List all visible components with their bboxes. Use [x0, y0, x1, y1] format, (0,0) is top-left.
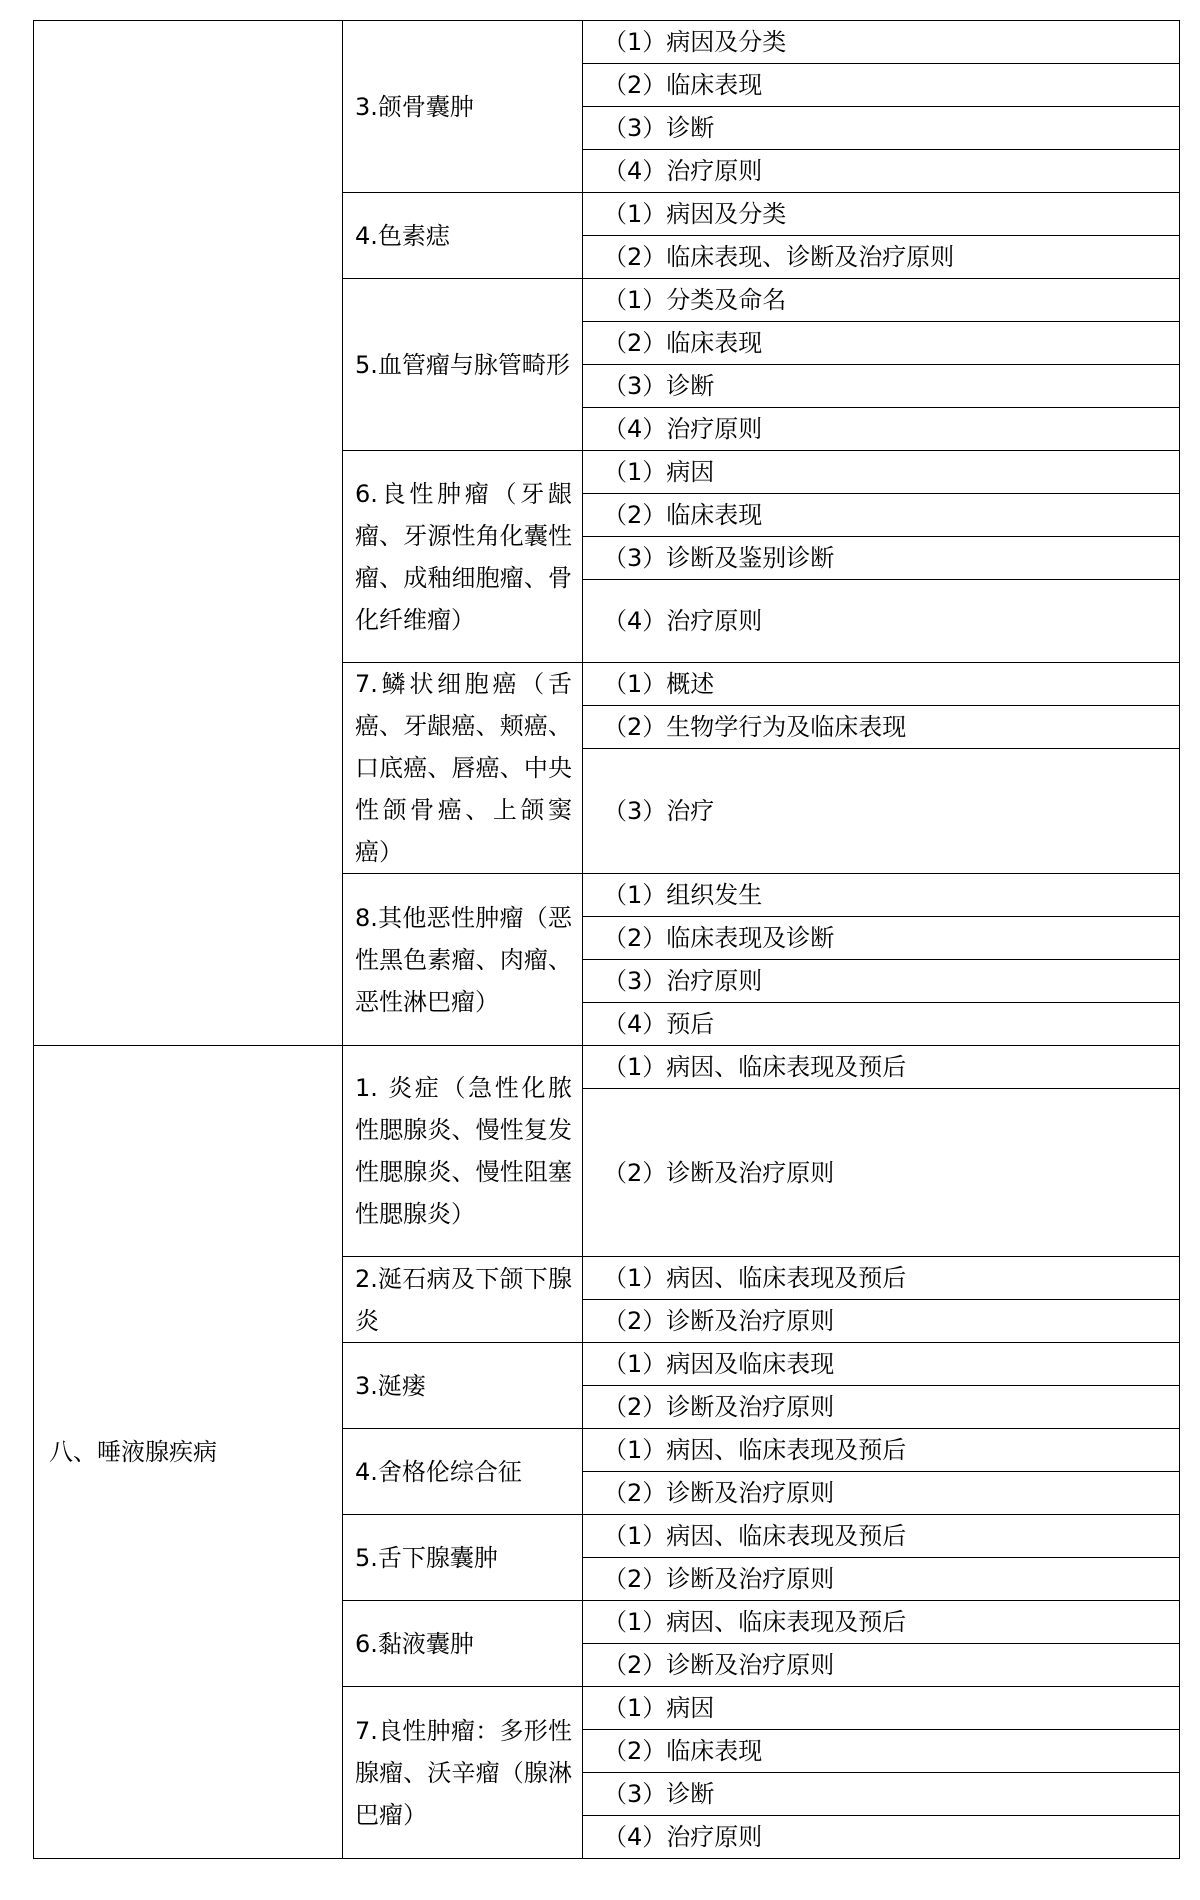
topic-title-cell: 3.涎瘘: [343, 1343, 583, 1429]
topic-title-cell: 4.色素痣: [343, 193, 583, 279]
topic-item-cell: （1）概述: [583, 663, 1180, 706]
topic-title-cell: 1. 炎症（急性化脓性腮腺炎、慢性复发性腮腺炎、慢性阻塞性腮腺炎）: [343, 1046, 583, 1257]
topic-title-cell: 5.舌下腺囊肿: [343, 1515, 583, 1601]
topic-item-cell: （4）治疗原则: [583, 1816, 1180, 1859]
table-row: [34, 21, 1180, 64]
topic-item-cell: （1）病因: [583, 451, 1180, 494]
topic-item-cell: （2）诊断及治疗原则: [583, 1300, 1180, 1343]
topic-item-cell: （1）病因、临床表现及预后: [583, 1515, 1180, 1558]
topic-title-cell: 3.颌骨囊肿: [343, 21, 583, 193]
table-row: [34, 1046, 1180, 1089]
syllabus-table-body: [34, 21, 1180, 1859]
topic-item-cell: （2）临床表现: [583, 494, 1180, 537]
topic-item-cell: （2）诊断及治疗原则: [583, 1558, 1180, 1601]
topic-item-cell: （3）诊断: [583, 365, 1180, 408]
topic-item-cell: （2）临床表现: [583, 1730, 1180, 1773]
topic-item-cell: （2）临床表现、诊断及治疗原则: [583, 236, 1180, 279]
topic-item-cell: （1）病因及分类: [583, 21, 1180, 64]
topic-item-cell: （2）诊断及治疗原则: [583, 1644, 1180, 1687]
topic-title-cell: 7.鳞状细胞癌（舌癌、牙龈癌、颊癌、口底癌、唇癌、中央性颌骨癌、上颌窦癌）: [343, 663, 583, 874]
topic-item-cell: （3）治疗原则: [583, 960, 1180, 1003]
topic-item-cell: （4）治疗原则: [583, 408, 1180, 451]
section-name-cell: 八、唾液腺疾病: [34, 1046, 343, 1859]
topic-item-cell: （2）临床表现: [583, 322, 1180, 365]
topic-item-cell: （3）诊断: [583, 107, 1180, 150]
topic-item-cell: （2）临床表现及诊断: [583, 917, 1180, 960]
topic-title-cell: 7.良性肿瘤：多形性腺瘤、沃辛瘤（腺淋巴瘤）: [343, 1687, 583, 1859]
topic-item-cell: （1）病因及临床表现: [583, 1343, 1180, 1386]
topic-title-cell: 8.其他恶性肿瘤（恶性黑色素瘤、肉瘤、恶性淋巴瘤）: [343, 874, 583, 1046]
topic-item-cell: （4）预后: [583, 1003, 1180, 1046]
topic-title-cell: 6.黏液囊肿: [343, 1601, 583, 1687]
topic-item-cell: （3）诊断及鉴别诊断: [583, 537, 1180, 580]
topic-item-cell: （3）诊断: [583, 1773, 1180, 1816]
topic-item-cell: （1）病因、临床表现及预后: [583, 1046, 1180, 1089]
topic-item-cell: （1）分类及命名: [583, 279, 1180, 322]
topic-title-cell: 5.血管瘤与脉管畸形: [343, 279, 583, 451]
topic-item-cell: （1）病因、临床表现及预后: [583, 1429, 1180, 1472]
topic-item-cell: （1）病因、临床表现及预后: [583, 1257, 1180, 1300]
topic-item-cell: （2）诊断及治疗原则: [583, 1386, 1180, 1429]
topic-item-cell: （2）诊断及治疗原则: [583, 1472, 1180, 1515]
syllabus-table: [33, 20, 1180, 1859]
topic-item-cell: （2）临床表现: [583, 64, 1180, 107]
topic-item-cell: （1）病因、临床表现及预后: [583, 1601, 1180, 1644]
topic-item-cell: （2）诊断及治疗原则: [583, 1089, 1180, 1257]
topic-title-cell: 4.舍格伦综合征: [343, 1429, 583, 1515]
topic-title-cell: 6.良性肿瘤（牙龈瘤、牙源性角化囊性瘤、成釉细胞瘤、骨化纤维瘤）: [343, 451, 583, 663]
topic-item-cell: （1）病因: [583, 1687, 1180, 1730]
topic-item-cell: （2）生物学行为及临床表现: [583, 706, 1180, 749]
topic-item-cell: （4）治疗原则: [583, 580, 1180, 663]
topic-item-cell: （1）病因及分类: [583, 193, 1180, 236]
topic-item-cell: （4）治疗原则: [583, 150, 1180, 193]
section-name-cell: [34, 21, 343, 1046]
topic-item-cell: （1）组织发生: [583, 874, 1180, 917]
topic-item-cell: （3）治疗: [583, 749, 1180, 874]
topic-title-cell: 2.涎石病及下颌下腺炎: [343, 1257, 583, 1343]
